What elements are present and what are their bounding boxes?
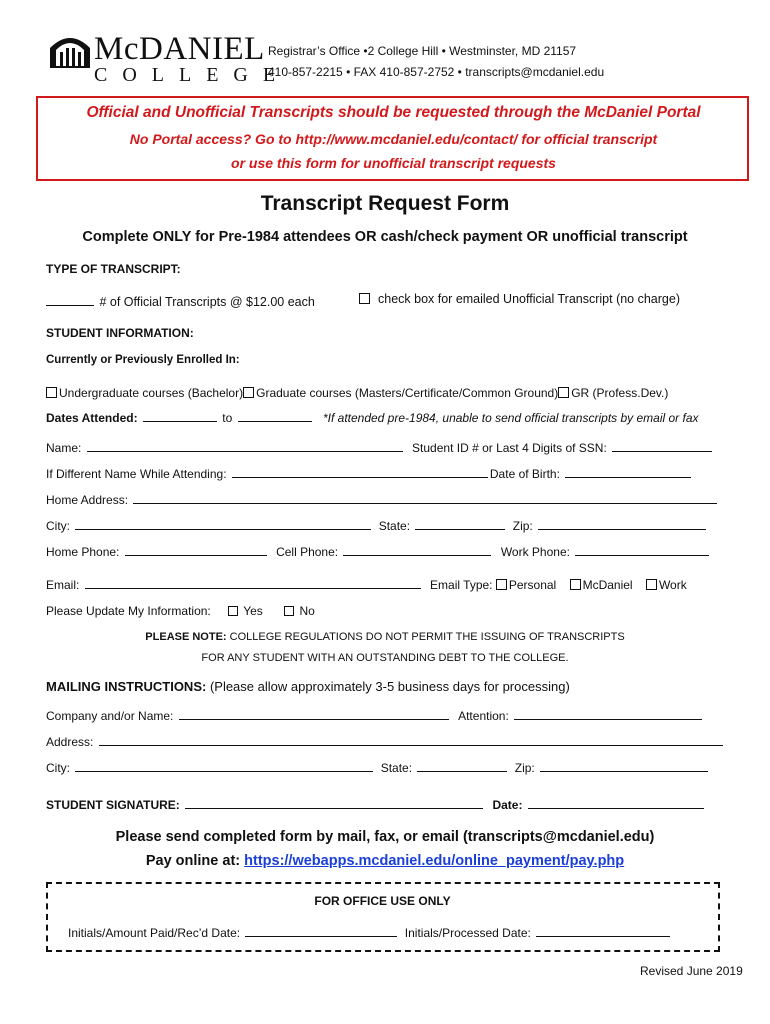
mail-state-label: State: [380,761,413,775]
logo-sub: COLLEGE [94,64,291,86]
update-no-checkbox[interactable] [284,606,294,616]
company-label: Company and/or Name: [46,709,174,723]
office-processed-field[interactable] [536,924,670,937]
office-use-heading: FOR OFFICE USE ONLY [314,894,451,908]
type-heading: TYPE OF TRANSCRIPT: [46,262,181,276]
grad-checkbox[interactable] [243,387,254,398]
zip-label: Zip: [512,519,533,533]
official-count-label: # of Official Transcripts @ $12.00 each [99,295,315,309]
update-label: Please Update My Information: [46,604,211,618]
please-note-line-1 [0,631,770,643]
diff-name-label: If Different Name While Attending: [46,467,227,481]
official-count-row [46,293,315,309]
gr-checkbox[interactable] [558,387,569,398]
company-row [46,707,704,723]
email-mcdaniel-label: McDaniel [582,578,633,592]
dob-field[interactable] [565,465,691,478]
mailing-heading: MAILING INSTRUCTIONS: [46,679,207,694]
cell-phone-field[interactable] [343,543,491,556]
city-row [46,517,708,533]
office-use-box [46,882,720,952]
attention-field[interactable] [514,707,702,720]
logo [48,30,291,88]
pay-online-link[interactable]: https://webapps.mcdaniel.edu/online_payment/pay.php [244,853,625,869]
signature-label: STUDENT SIGNATURE: [46,798,180,812]
dates-to-label: to [222,411,233,425]
mail-address-field[interactable] [99,733,723,746]
email-personal-checkbox[interactable] [496,579,507,590]
mail-city-row [46,759,710,775]
official-count-field[interactable] [46,293,94,306]
please-note-bold: PLEASE NOTE: [145,631,227,643]
mailing-note: (Please allow approximately 3-5 business days for processing) [206,679,570,694]
portal-notice-box [36,96,749,181]
form-subtitle: Complete ONLY for Pre-1984 attendees OR cash/check payment OR unofficial transcript [82,229,688,245]
notice-line-2: No Portal access? Go to http://www.mcdaniel.edu/contact/ for official transcript [129,131,658,147]
unofficial-label: check box for emailed Unofficial Transcript (no charge) [378,292,680,306]
mail-state-field[interactable] [417,759,507,772]
home-address-label: Home Address: [46,493,129,507]
unofficial-row [359,292,680,306]
logo-name: McDANIEL [94,31,265,67]
dates-label: Dates Attended: [46,411,138,425]
email-personal-label: Personal [508,578,557,592]
please-note-line-2: FOR ANY STUDENT WITH AN OUTSTANDING DEBT TO THE COLLEGE. [201,652,569,664]
diff-name-row [46,465,693,481]
registrar-contact: 410-857-2215 • FAX 410-857-2752 • transcripts@mcdaniel.edu [268,65,605,79]
email-label: Email: [46,578,80,592]
attention-label: Attention: [458,709,509,723]
email-type-label: Email Type: [430,578,493,592]
student-id-label: Student ID # or Last 4 Digits of SSN: [412,441,607,455]
office-paid-label: Initials/Amount Paid/Rec’d Date: [68,926,241,940]
home-phone-field[interactable] [125,543,267,556]
city-field[interactable] [75,517,371,530]
mail-zip-field[interactable] [540,759,708,772]
signature-row [46,796,706,812]
please-note-text-1: COLLEGE REGULATIONS DO NOT PERMIT THE ISSUING OF TRANSCRIPTS [226,631,625,643]
update-yes-label: Yes [243,604,263,618]
unofficial-checkbox[interactable] [359,293,370,304]
home-phone-label: Home Phone: [46,545,120,559]
work-phone-label: Work Phone: [500,545,570,559]
name-label: Name: [46,441,82,455]
registrar-address: Registrar’s Office •2 College Hill • Westminster, MD 21157 [268,44,577,58]
notice-line-3: or use this form for unofficial transcript requests [231,155,556,171]
mailing-row [46,679,570,694]
cell-phone-label: Cell Phone: [276,545,339,559]
student-id-field[interactable] [612,439,712,452]
dates-note: *If attended pre-1984, unable to send official transcripts by email or fax [322,411,699,425]
signature-date-field[interactable] [528,796,704,809]
gr-label: GR (Profess.Dev.) [571,386,669,400]
mail-address-label: Address: [46,735,94,749]
email-work-checkbox[interactable] [646,579,657,590]
mail-city-label: City: [46,761,70,775]
email-mcdaniel-checkbox[interactable] [570,579,581,590]
enrolled-heading: Currently or Previously Enrolled In: [46,354,240,366]
city-label: City: [46,519,70,533]
college-seal-icon [48,30,92,70]
dob-label: Date of Birth: [489,467,560,481]
signature-field[interactable] [185,796,483,809]
dates-to-field[interactable] [238,409,312,422]
mail-zip-label: Zip: [514,761,535,775]
home-address-field[interactable] [133,491,717,504]
send-instructions: Please send completed form by mail, fax, or email (transcripts@mcdaniel.edu) [115,829,655,845]
notice-line-1: Official and Unofficial Transcripts should be requested through the McDaniel Portal [86,104,701,121]
pay-online-row [0,853,770,869]
revised-date: Revised June 2019 [640,964,743,978]
phone-row [46,543,711,559]
grad-label: Graduate courses (Masters/Certificate/Common Ground) [256,386,559,400]
state-label: State: [378,519,411,533]
dates-row [46,409,699,425]
update-yes-checkbox[interactable] [228,606,238,616]
undergrad-label: Undergraduate courses (Bachelor) [59,386,244,400]
email-row [46,576,687,592]
pay-label: Pay online at: [145,853,245,869]
diff-name-field[interactable] [232,465,488,478]
signature-date-label: Date: [492,798,523,812]
update-no-label: No [299,604,315,618]
update-row [46,604,315,618]
work-phone-field[interactable] [575,543,709,556]
dates-from-field[interactable] [143,409,217,422]
office-use-fields [68,924,672,940]
name-field[interactable] [87,439,403,452]
company-field[interactable] [179,707,449,720]
undergrad-checkbox[interactable] [46,387,57,398]
name-row [46,439,714,455]
page-title: Transcript Request Form [260,192,510,215]
email-field[interactable] [85,576,421,589]
zip-field[interactable] [538,517,706,530]
office-processed-label: Initials/Processed Date: [404,926,531,940]
home-address-row [46,491,719,507]
enrollment-options [46,386,668,400]
state-field[interactable] [415,517,505,530]
email-work-label: Work [658,578,687,592]
student-info-heading: STUDENT INFORMATION: [46,326,194,340]
office-paid-field[interactable] [245,924,397,937]
mail-city-field[interactable] [75,759,373,772]
mail-address-row [46,733,725,749]
